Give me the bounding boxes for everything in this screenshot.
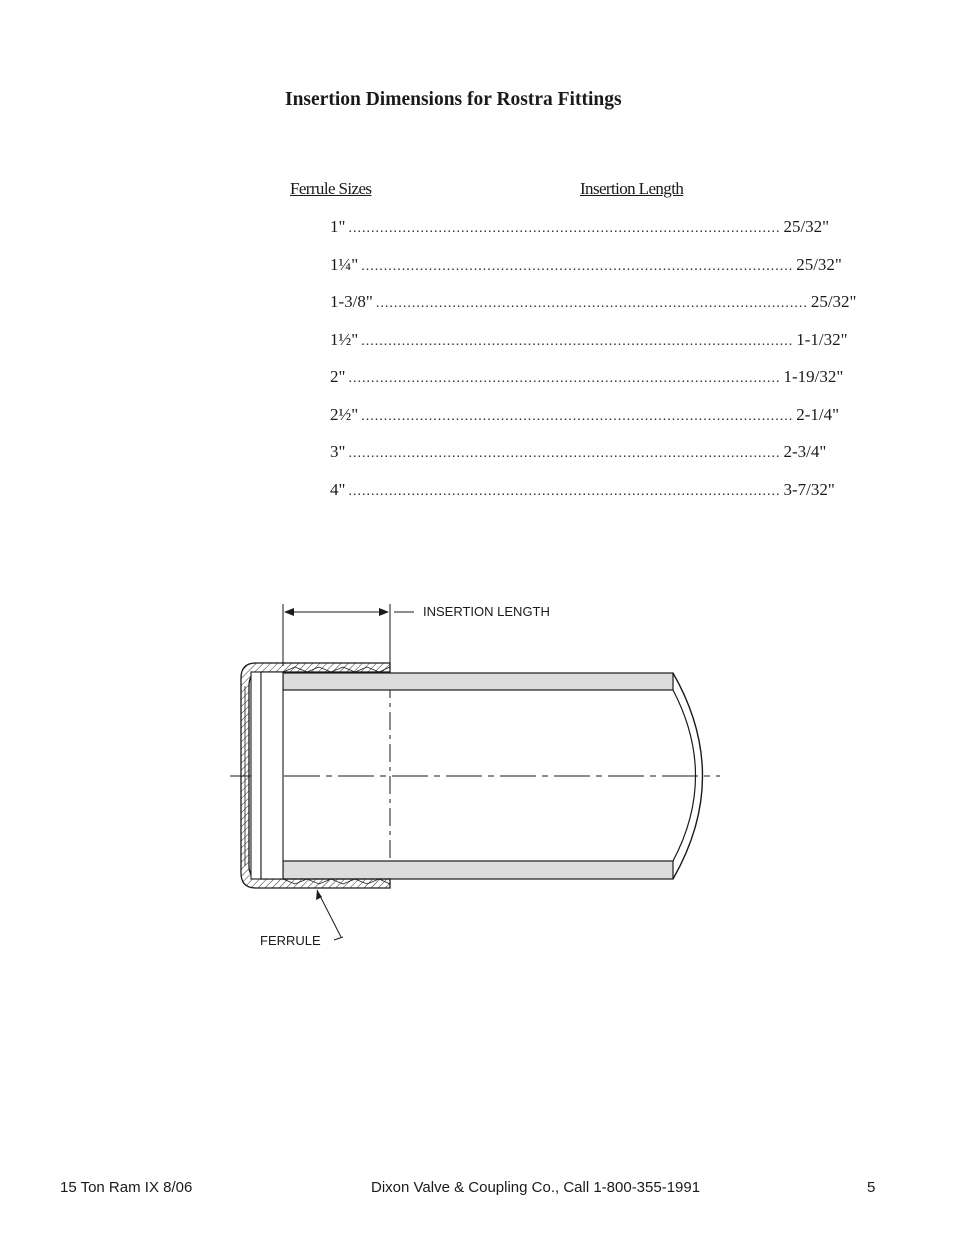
ferrule-size: 1" [330,217,346,236]
footer-company: Dixon Valve & Coupling Co., Call 1-800-355-1991 [371,1179,701,1196]
dot-leader: ................................................................................................ [375,296,808,311]
column-header-ferrule-sizes: Ferrule Sizes [290,179,372,198]
ferrule-label: FERRULE [260,933,321,948]
ferrule-size: 1¼" [330,254,359,274]
column-header-insertion-length: Insertion Length [580,179,684,198]
insertion-length: 25/32" [810,292,857,311]
dot-leader: ................................................................................................ [361,408,794,424]
ferrule-size: 2½" [330,404,359,424]
dot-leader: ................................................................................................ [348,446,781,461]
dot-leader: ................................................................................................ [348,371,781,386]
dot-leader: ................................................................................................ [348,483,781,499]
insertion-length: 2-1/4" [796,404,840,424]
ferrule-size: 4" [330,479,346,499]
ferrule-size: 3" [330,442,346,461]
fitting-stem [245,672,283,879]
insertion-dimension [283,604,414,666]
insertion-length: 2-3/4" [783,442,827,461]
dot-leader: ................................................................................................ [361,333,794,349]
insertion-length: 25/32" [796,254,842,274]
insertion-length-label: INSERTION LENGTH [423,604,550,619]
dot-leader: ................................................................................................ [348,221,781,236]
dot-leader: ................................................................................................ [361,258,794,274]
insertion-length: 1-1/32" [796,329,848,349]
footer-page-number: 5 [867,1179,876,1196]
page-title: Insertion Dimensions for Rostra Fittings [285,89,622,110]
ferrule-size: 1-3/8" [330,292,373,311]
insertion-length: 1-19/32" [783,367,844,386]
ferrule-size: 2" [330,367,346,386]
footer-doc-id: 15 Ton Ram IX 8/06 [60,1179,193,1196]
ferrule-size: 1½" [330,329,359,349]
insertion-length: 3-7/32" [783,479,835,499]
insertion-length: 25/32" [783,217,830,236]
